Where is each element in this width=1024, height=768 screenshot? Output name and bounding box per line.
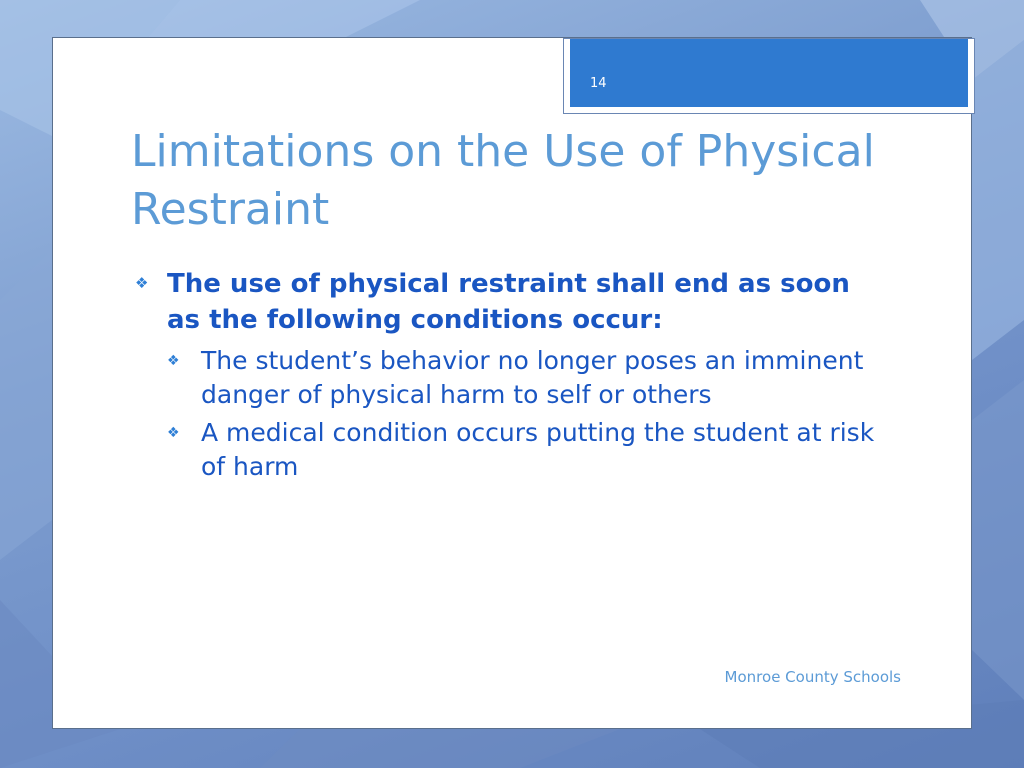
slide-title: Limitations on the Use of Physical Restraint — [131, 126, 875, 235]
slide-footer: Monroe County Schools — [724, 668, 901, 686]
slide-number: 14 — [590, 76, 607, 91]
slide-body — [135, 266, 875, 488]
circle-bullet-icon: ❖ — [167, 353, 180, 369]
circle-bullet-icon: ❖ — [135, 274, 149, 292]
slide-number-box — [570, 39, 968, 107]
sub-bullet-item — [167, 416, 875, 484]
slide-panel — [52, 37, 972, 729]
sub-bullet-text: The student’s behavior no longer poses an imminent danger of physical harm to self or others — [201, 346, 864, 409]
circle-bullet-icon: ❖ — [167, 425, 180, 441]
bullet-item — [135, 266, 875, 338]
sub-bullet-text: A medical condition occurs putting the student at risk of harm — [201, 418, 875, 481]
slide-number-tab — [563, 38, 975, 114]
sub-bullet-list — [167, 344, 875, 484]
bullet-text: The use of physical restraint shall end as soon as the following conditions occur: — [167, 269, 850, 335]
sub-bullet-item — [167, 344, 875, 412]
